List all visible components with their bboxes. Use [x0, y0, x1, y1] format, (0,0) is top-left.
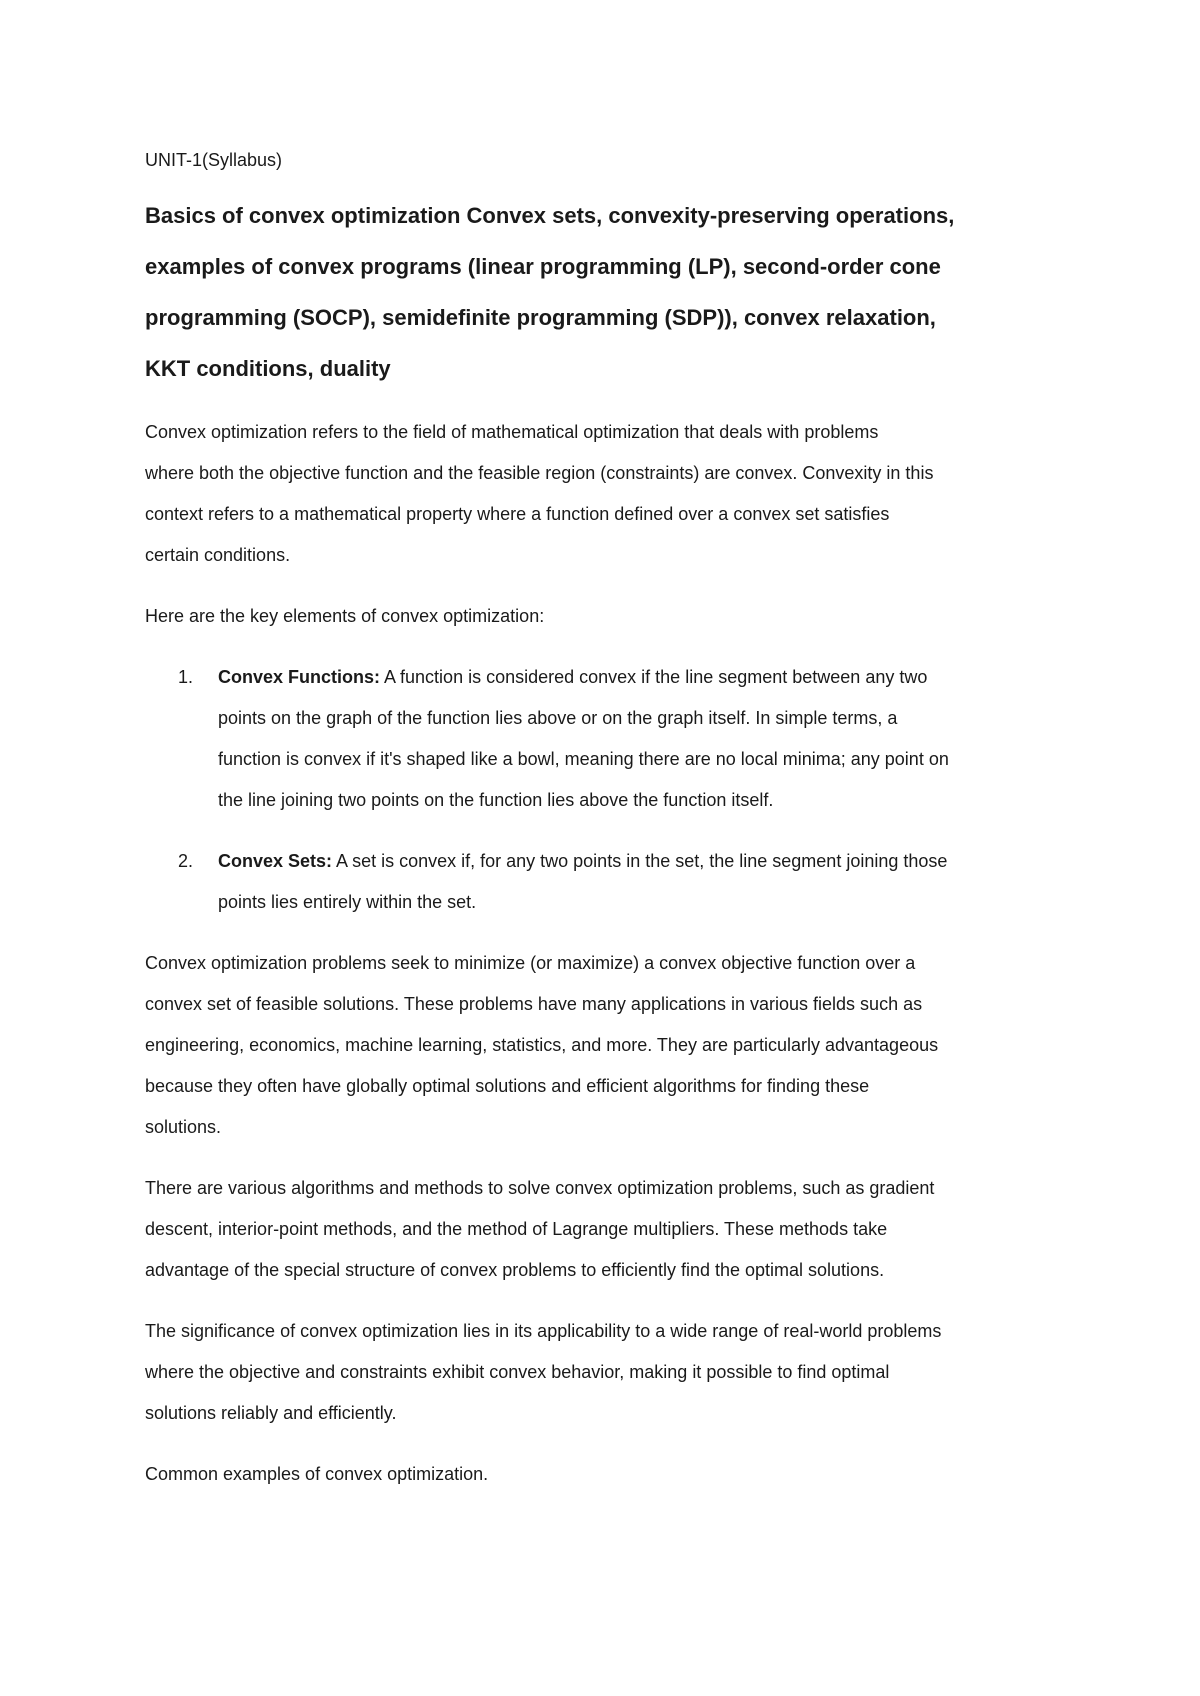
heading-line: examples of convex programs (linear programming (LP), second-order cone [145, 254, 941, 279]
list-term: Convex Functions: [218, 667, 381, 687]
list-item-line: points on the graph of the function lies above or on the graph itself. In simple terms, a [218, 708, 898, 728]
paragraph-line: convex set of feasible solutions. These problems have many applications in various fields such as [145, 994, 923, 1014]
intro-paragraph [145, 412, 1070, 576]
paragraph-line: The significance of convex optimization lies in its applicability to a wide range of real-world problems [145, 1321, 942, 1341]
heading-line: programming (SOCP), semidefinite programming (SDP)), convex relaxation, [145, 305, 936, 330]
list-item-line [218, 841, 1070, 882]
algorithms-paragraph [145, 1168, 1070, 1291]
examples-intro: Common examples of convex optimization. [145, 1464, 489, 1484]
paragraph-line: where both the objective function and the feasible region (constraints) are convex. Convexity in this [145, 463, 934, 483]
list-item-line: function is convex if it's shaped like a bowl, meaning there are no local minima; any point on [218, 749, 949, 769]
list-item-line [218, 657, 1070, 698]
list-text: A set is convex if, for any two points in the set, the line segment joining those [332, 851, 948, 871]
paragraph-line: because they often have globally optimal solutions and efficient algorithms for finding these [145, 1076, 870, 1096]
key-elements-list [145, 657, 1070, 923]
heading-line: KKT conditions, duality [145, 356, 391, 381]
paragraph-line: engineering, economics, machine learning, statistics, and more. They are particularly advantageous [145, 1035, 939, 1055]
list-text: A function is considered convex if the line segment between any two [380, 667, 928, 687]
paragraph-line: advantage of the special structure of convex problems to efficiently find the optimal solutions. [145, 1260, 885, 1280]
paragraph-line: There are various algorithms and methods to solve convex optimization problems, such as gradient [145, 1178, 935, 1198]
significance-paragraph [145, 1311, 1070, 1434]
paragraph-line: context refers to a mathematical property where a function defined over a convex set satisfies [145, 504, 890, 524]
paragraph-line: Convex optimization problems seek to minimize (or maximize) a convex objective function over a [145, 953, 916, 973]
heading-line: Basics of convex optimization Convex sets, convexity-preserving operations, [145, 203, 955, 228]
paragraph-line: solutions reliably and efficiently. [145, 1403, 397, 1423]
paragraph-line: Convex optimization refers to the field of mathematical optimization that deals with problems [145, 422, 879, 442]
list-term: Convex Sets: [218, 851, 333, 871]
paragraph-line: certain conditions. [145, 545, 291, 565]
problems-paragraph [145, 943, 1070, 1148]
paragraph-line: where the objective and constraints exhibit convex behavior, making it possible to find optimal [145, 1362, 890, 1382]
list-item-line: points lies entirely within the set. [218, 892, 477, 912]
list-item-line: the line joining two points on the function lies above the function itself. [218, 790, 774, 810]
key-elements-intro: Here are the key elements of convex optimization: [145, 606, 545, 626]
paragraph-line: solutions. [145, 1117, 222, 1137]
unit-title: UNIT-1(Syllabus) [145, 150, 283, 170]
list-number: 2. [178, 851, 194, 871]
syllabus-heading [145, 190, 1070, 394]
document-content [145, 140, 1070, 1515]
list-number: 1. [178, 667, 194, 687]
paragraph-line: descent, interior-point methods, and the method of Lagrange multipliers. These methods take [145, 1219, 888, 1239]
list-item [145, 841, 1070, 923]
list-item [145, 657, 1070, 821]
